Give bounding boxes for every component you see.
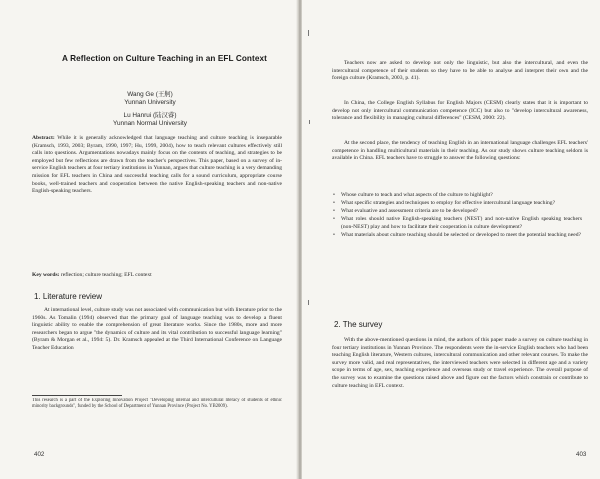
right-page — [302, 0, 600, 479]
question-item-3 — [332, 208, 582, 216]
question-text: What specific strategies and techniques to employ for effective intercultural language teaching? — [341, 200, 556, 207]
scan-speck — [308, 30, 309, 36]
author-2-name: Lu Hanrui (陆汉睿) — [123, 112, 177, 119]
keywords-text: reflection; culture teaching; EFL context — [60, 272, 152, 278]
left-page — [0, 0, 298, 479]
left-page-number: 402 — [34, 451, 45, 458]
question-item-1 — [332, 192, 582, 200]
question-text: What evaluative and assessment criteria are to be developed? — [341, 208, 478, 215]
footnote-rule — [32, 395, 122, 396]
question-text: What materials about culture teaching should be selected or developed to meet the potential teaching need? — [341, 231, 581, 238]
challenge-paragraph: At the second place, the tendency of teaching English in an international language challenges EFL teachers' competence in handling multicultural materials in their teaching. As our study shows culture teaching seldom is available in China. EFL teachers have to struggle to answer the following questions: — [332, 140, 588, 162]
abstract — [32, 135, 282, 273]
bullet-icon: • — [333, 200, 335, 207]
abstract-text: While it is generally acknowledged that language teaching and culture teaching is inseparable (Kramsch, 1993, 2003; Byram, 1990, 1997; Hu, 1999, 2004), how to teach relevant cultures effectively still calls into questions. Argumentations nowadays mainly focus on the contents of teaching, and strategies to be employed but few reflections are drawn from the teacher's perspectives. This paper, based on a survey of in-service English teachers at four tertiary institutions in Yunnan, argues that culture teaching is a very demanding mission for EFL teachers in China and successful teaching calls for a sound curriculum, appropriate course books, well-trained teachers and cooperation between the native English-speaking teachers and non-native English-speaking teachers. — [32, 135, 282, 195]
scan-speck — [309, 120, 310, 124]
section-2-text: With the above-mentioned questions in mind, the authors of this paper made a survey on culture teaching in four tertiary institutions in Yunnan Province. The respondents were the in-service English teachers who had been teaching English literature, Western cultures, intercultural communication and other relevant courses. To make the survey more valid, and real representatives, the interviewed teachers were selected in different age and a variety scope in terms of age, sex, teaching experience and overseas study or travel experience. The overall purpose of the survey was to examine the questions raised above and figure out the factors which constrain or contribute to culture teaching in EFL context. — [332, 337, 588, 389]
bullet-icon: • — [333, 192, 335, 198]
right-intro-paragraph: Teachers now are asked to develop not only the linguistic, but also the intercultural, and even the intercultural competence of their students so they have to be able to analyse and interpret their own and the foreign culture (Kramsch, 2003, p. 41). — [332, 60, 588, 82]
question-item-2 — [332, 200, 582, 208]
keywords-label: Key words: — [32, 272, 60, 278]
footnote: This research is a part of the Exploring Innovation Project "Developing internal and intercultural literacy of students of ethnic minority backgrounds", funded by the School of Department of Yunnan Province (Project No. YB2009). — [32, 398, 282, 409]
paper-title: A Reflection on Culture Teaching in an EFL Context — [62, 54, 267, 63]
author-1-affiliation: Yunnan University — [124, 99, 176, 106]
abstract-label: Abstract: — [32, 135, 55, 141]
section-1-heading: 1. Literature review — [34, 292, 103, 301]
author-2-affiliation: Yunnan Normal University — [113, 120, 187, 127]
cesm-paragraph: In China, the College English Syllabus for English Majors (CESM) clearly states that it is important to develop not only intercultural communication competence (ICC) but also to "develop intercultural awareness, tolerance and flexibility in managing cultural differences" (CESM, 2000: 22). — [332, 100, 588, 122]
bullet-icon: • — [333, 216, 335, 223]
section-1-text: At international level, culture study was not associated with communication but with literature prior to the 1960s. As Tomalin (1994) observed that the primary goal of language teaching was to develop a fluent linguistic ability to enable the comprehension of great literature works. Since the 1980s, more and more researchers began to argue "the dynamics of culture and its vital contribution to successful language learning" (Byram & Morgan et al., 1994: 5). Dr. Kramsch appealed at the Third International Conference on Language Teacher Education — [32, 307, 282, 351]
right-page-number: 403 — [576, 451, 587, 458]
question-item-4 — [332, 216, 582, 231]
author-1-name: Wang Ge (王舸) — [127, 91, 173, 98]
question-text: Whose culture to teach and what aspects of the culture to highlight? — [341, 192, 493, 198]
scan-speck — [308, 300, 309, 305]
question-text: What roles should native English-speaking teachers (NEST) and non-native English speaking teachers (non-NEST) play and how to facilitate their cooperation in culture development? — [341, 216, 582, 230]
section-2-heading: 2. The survey — [334, 320, 383, 329]
bullet-icon: • — [333, 208, 335, 215]
bullet-icon: • — [333, 231, 335, 238]
keywords — [32, 272, 282, 280]
question-list — [332, 192, 582, 240]
question-item-5 — [332, 232, 582, 240]
